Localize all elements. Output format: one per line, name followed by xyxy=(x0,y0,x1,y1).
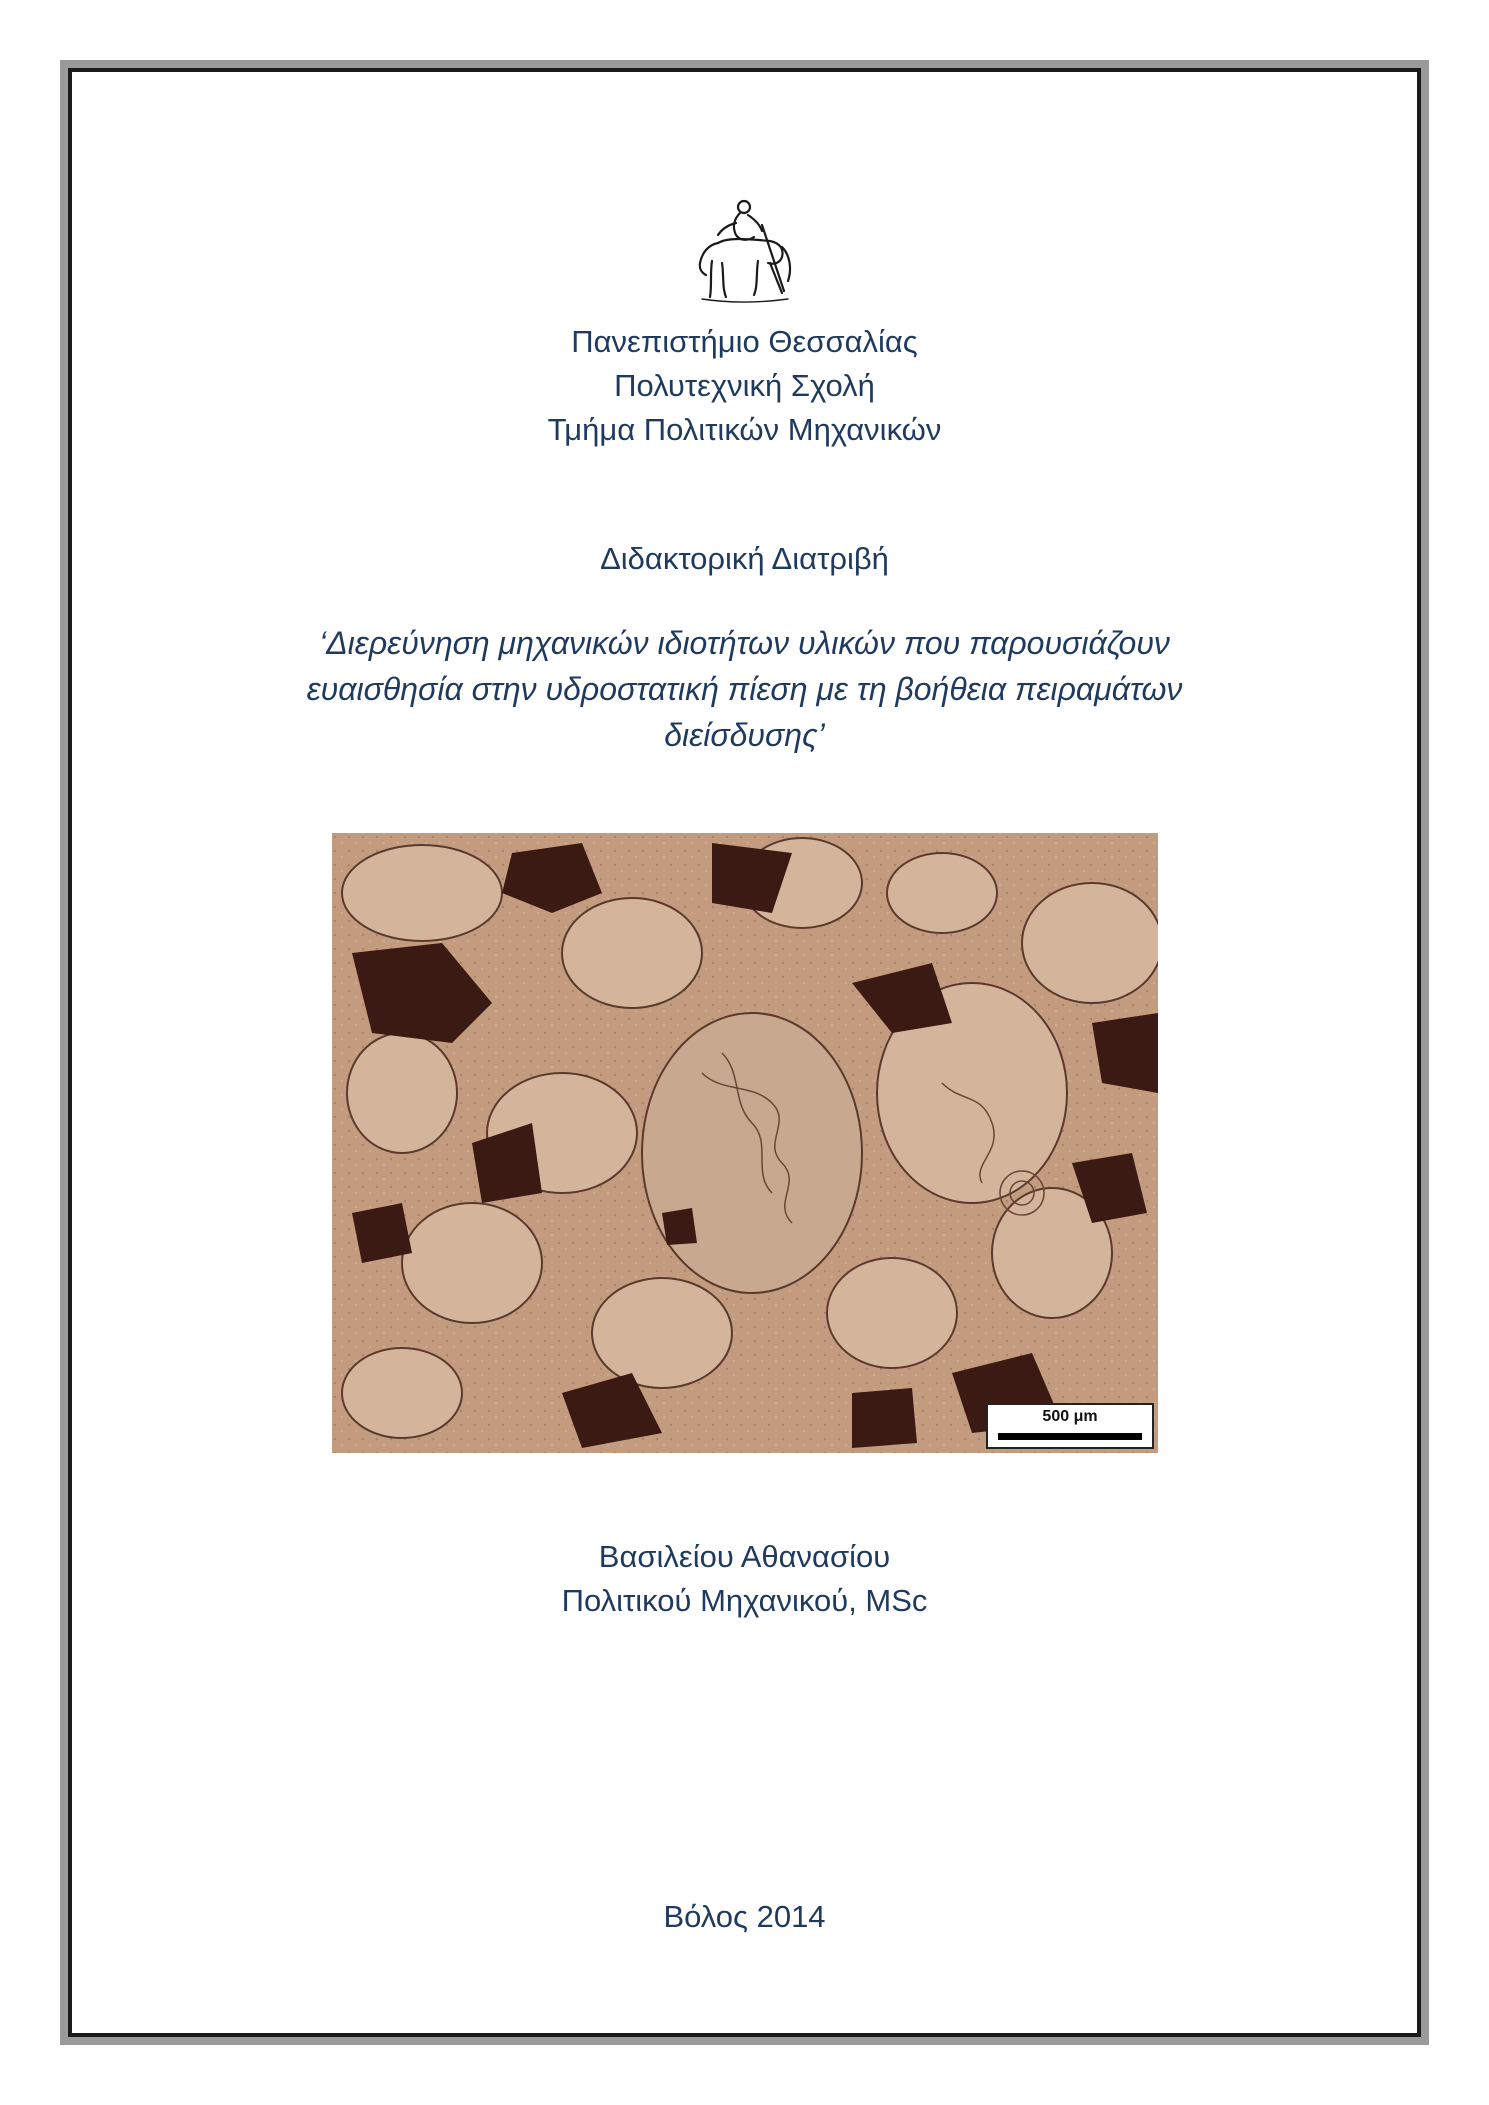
micrograph-figure xyxy=(332,833,1158,1453)
micrograph-image xyxy=(332,833,1158,1453)
school-name: Πολυτεχνική Σχολή xyxy=(614,368,875,403)
university-logo xyxy=(688,195,800,305)
author-name: Βασιλείου Αθανασίου xyxy=(598,1539,891,1574)
author-qualification: Πολιτικού Μηχανικού, MSc xyxy=(561,1583,928,1618)
thesis-title-line-2: ευαισθησία στην υδροστατική πίεση με τη βοήθεια πειραμάτων xyxy=(306,671,1183,707)
university-name: Πανεπιστήμιο Θεσσαλίας xyxy=(571,324,918,359)
document-type: Διδακτορική Διατριβή xyxy=(600,541,889,576)
scale-bar-line xyxy=(998,1433,1142,1440)
place-year: Βόλος 2014 xyxy=(663,1899,826,1934)
department-name: Τμήμα Πολιτικών Μηχανικών xyxy=(547,412,942,447)
centaur-icon xyxy=(688,195,800,305)
scale-bar xyxy=(986,1403,1154,1449)
scale-bar-label: 500 μm xyxy=(1042,1408,1098,1425)
thesis-title-line-1: ‘Διερεύνηση μηχανικών ιδιοτήτων υλικών που παρουσιάζουν xyxy=(319,625,1170,661)
thesis-title-line-3: διείσδυσης’ xyxy=(664,717,825,753)
